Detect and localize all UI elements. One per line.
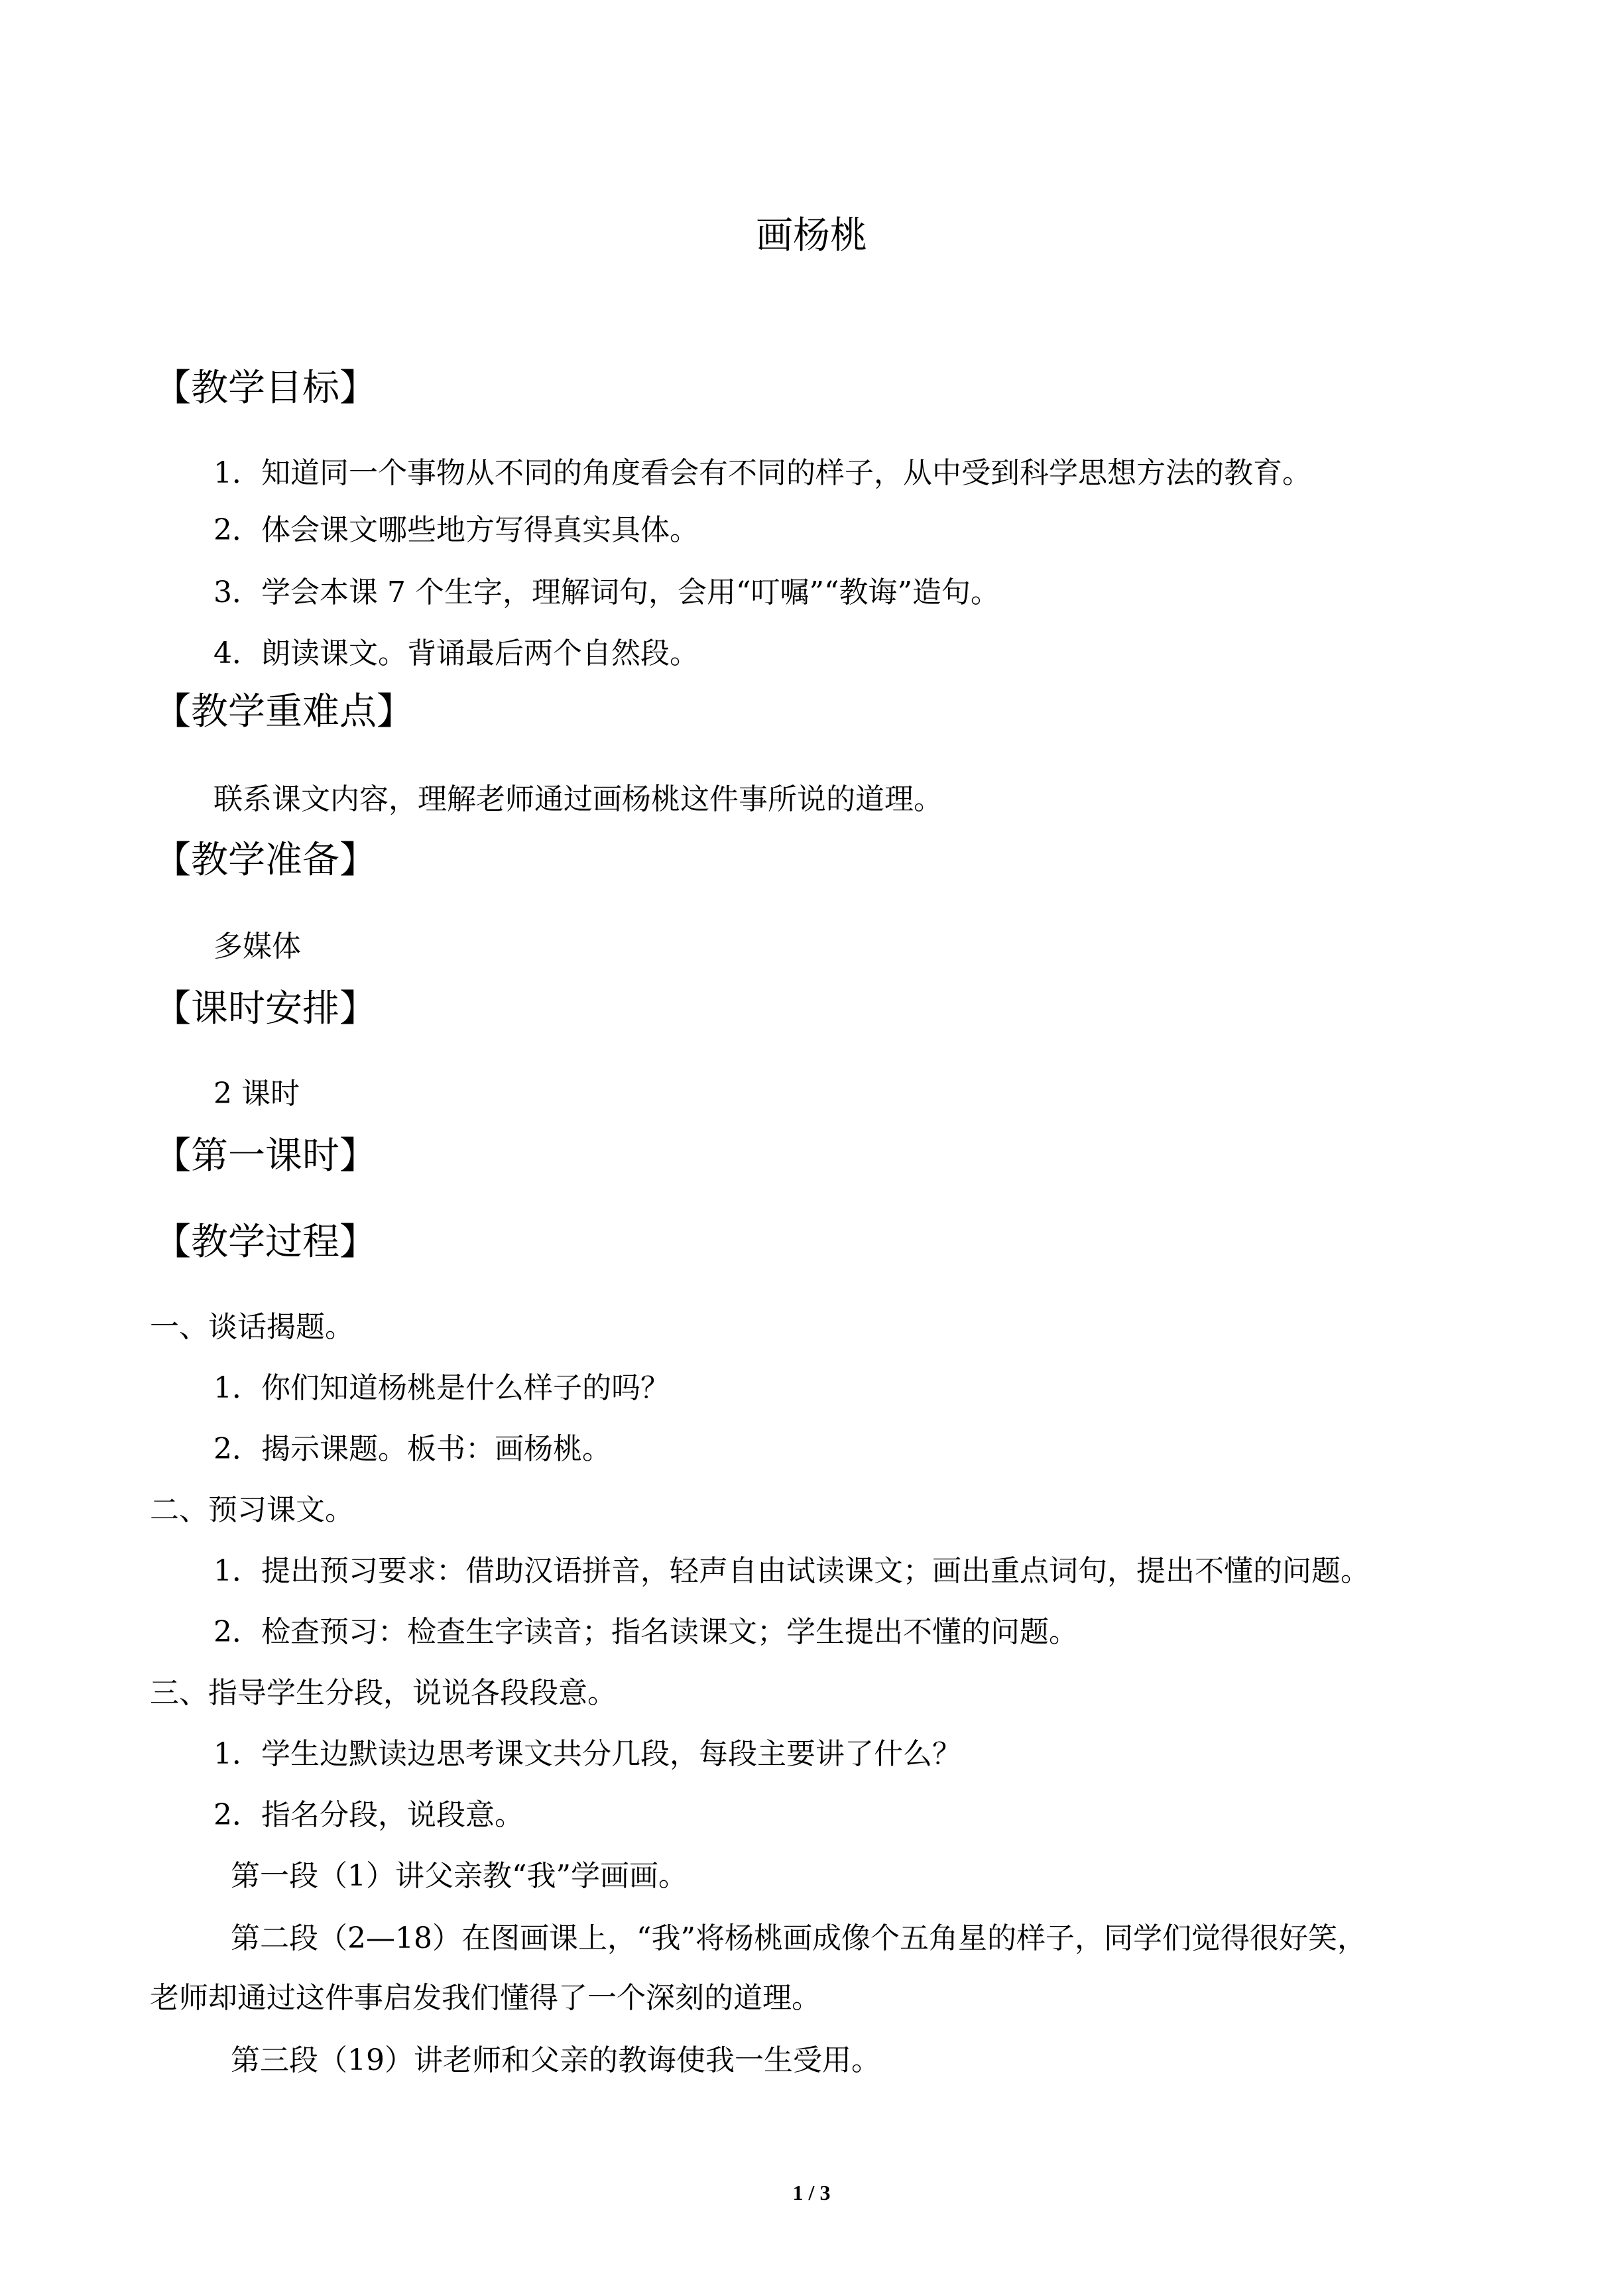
segment-2-continued: 老师却通过这件事启发我们懂得了一个深刻的道理。 [150, 1981, 821, 2015]
process-part1-item-1: 1．你们知道杨桃是什么样子的吗？ [213, 1371, 670, 1405]
segment-1: 第一段（1）讲父亲教“我”学画画。 [231, 1859, 688, 1893]
process-part1-item-2: 2．揭示课题。板书：画杨桃。 [213, 1432, 611, 1466]
process-part1-title: 一、谈话揭题。 [150, 1310, 354, 1344]
page-indicator: 1 / 3 [792, 2181, 831, 2205]
process-part3-item-2: 2．指名分段，说段意。 [213, 1798, 524, 1832]
process-part2-item-2: 2．检查预习：检查生字读音；指名读课文；学生提出不懂的问题。 [213, 1615, 1078, 1649]
objective-item-2: 2．体会课文哪些地方写得真实具体。 [213, 513, 699, 547]
preparation-text: 多媒体 [213, 930, 301, 963]
key-points-text: 联系课文内容，理解老师通过画杨桃这件事所说的道理。 [213, 782, 943, 816]
segment-2: 第二段（2—18）在图画课上，“我”将杨桃画成像个五角星的样子，同学们觉得很好笑， [231, 1921, 1366, 1955]
schedule-text: 2 课时 [213, 1077, 300, 1111]
objective-item-1: 1．知道同一个事物从不同的角度看会有不同的样子，从中受到科学思想方法的教育。 [213, 456, 1311, 490]
objective-item-4: 4．朗读课文。背诵最后两个自然段。 [213, 636, 699, 670]
process-part2-title: 二、预习课文。 [150, 1493, 354, 1527]
process-part2-item-1: 1．提出预习要求：借助汉语拼音，轻声自由试读课文；画出重点词句，提出不懂的问题。 [213, 1554, 1370, 1588]
process-part3-title: 三、指导学生分段，说说各段段意。 [150, 1676, 617, 1710]
document-title: 画杨桃 [756, 214, 867, 257]
heading-objectives: 【教学目标】 [154, 367, 377, 410]
heading-process: 【教学过程】 [154, 1221, 377, 1264]
heading-first-lesson: 【第一课时】 [154, 1134, 377, 1178]
heading-schedule: 【课时安排】 [154, 987, 377, 1030]
process-part3-item-1: 1．学生边默读边思考课文共分几段，每段主要讲了什么？ [213, 1737, 961, 1771]
segment-3: 第三段（19）讲老师和父亲的教诲使我一生受用。 [231, 2043, 880, 2077]
heading-key-points: 【教学重难点】 [154, 690, 414, 733]
heading-preparation: 【教学准备】 [154, 839, 377, 882]
objective-item-3: 3．学会本课 7 个生字，理解词句，会用“叮嘱”“教诲”造句。 [213, 575, 1000, 609]
